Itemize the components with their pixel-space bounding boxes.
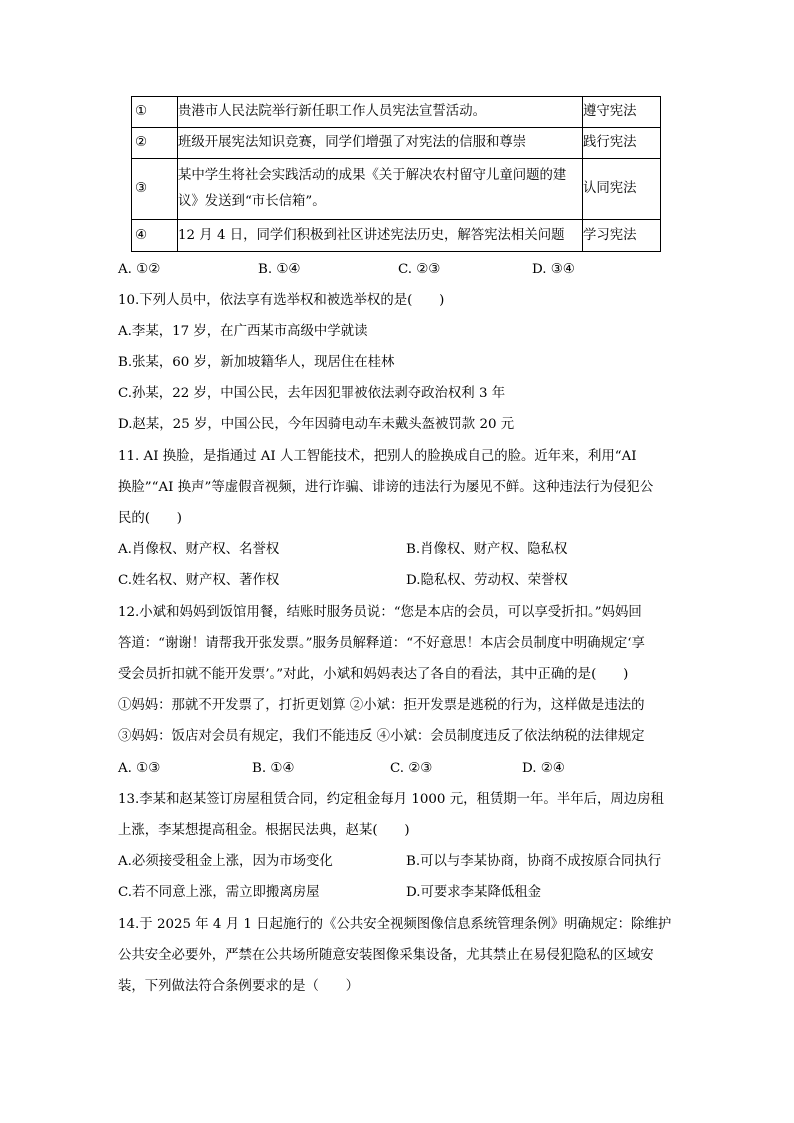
row-number: ① [132,97,178,128]
row-category: 认同宪法 [583,159,661,220]
question-11-stem-line: 民的( ) [118,511,183,526]
table-row [132,159,661,220]
row-number: ③ [132,159,178,220]
row-number: ② [132,128,178,159]
option-b[interactable]: B.肖像权、财产权、隐私权 [406,542,568,557]
table-row [132,97,661,128]
option-c[interactable]: C.孙某，22 岁，中国公民，去年因犯罪被依法剥夺政治权利 3 年 [118,386,506,401]
option-a[interactable]: A. ①③ [118,761,161,776]
option-c[interactable]: C. ②③ [398,262,441,277]
row-description: 贵港市人民法院举行新任职工作人员宪法宣誓活动。 [178,97,583,128]
question-13-stem-line: 上涨，李某想提高租金。根据民法典，赵某( ) [118,823,410,838]
option-b[interactable]: B. ①④ [258,262,301,277]
question-11-stem-line: 换脸”“AI 换声”等虚假音视频，进行诈骗、诽谤的违法行为屡见不鲜。这种违法行为侵犯公 [118,480,654,495]
option-a[interactable]: A.李某，17 岁，在广西某市高级中学就读 [118,324,368,339]
option-b[interactable]: B.张某，60 岁，新加坡籍华人，现居住在桂林 [118,355,395,370]
option-a[interactable]: A.肖像权、财产权、名誉权 [118,542,280,557]
table-row [132,128,661,159]
row-category: 践行宪法 [583,128,661,159]
option-a[interactable]: A.必须接受租金上涨，因为市场变化 [118,854,333,869]
question-14-stem-line: 装，下列做法符合条例要求的是（ ） [118,979,360,994]
option-d[interactable]: D.赵某，25 岁，中国公民，今年因骑电动车未戴头盔被罚款 20 元 [118,417,515,432]
option-a[interactable]: A. ①② [118,262,161,277]
row-description: 某中学生将社会实践活动的成果《关于解决农村留守儿童问题的建议》发送到“市长信箱”。 [178,159,583,220]
row-description: 12 月 4 日，同学们积极到社区讲述宪法历史，解答宪法相关问题 [178,220,583,252]
option-d[interactable]: D.可要求李某降低租金 [406,885,542,900]
option-c[interactable]: C. ②③ [390,761,433,776]
question-12-stem-line: 12.小斌和妈妈到饭馆用餐，结账时服务员说：“您是本店的会员，可以享受折扣。”妈妈回 [118,605,642,620]
row-category: 学习宪法 [583,220,661,252]
row-category: 遵守宪法 [583,97,661,128]
option-d[interactable]: D.隐私权、劳动权、荣誉权 [406,573,568,588]
option-b[interactable]: B. ①④ [252,761,295,776]
question-12-statement-line: ①妈妈：那就不开发票了，打折更划算 ②小斌：拒开发票是逃税的行为，这样做是违法的 [118,698,645,713]
question-12-stem-line: 答道：“谢谢！请帮我开张发票。”服务员解释道：“不好意思！本店会员制度中明确规定‘享 [118,636,645,651]
option-c[interactable]: C.若不同意上涨，需立即搬离房屋 [118,885,320,900]
question-14-stem-line: 公共安全必要外，严禁在公共场所随意安装图像采集设备，尤其禁止在易侵犯隐私的区域安 [118,948,654,963]
option-c[interactable]: C.姓名权、财产权、著作权 [118,573,280,588]
question-11-stem-line: 11. AI 换脸，是指通过 AI 人工智能技术，把别人的脸换成自己的脸。近年来，利用“AI [118,449,637,464]
question-9-table [131,96,661,252]
table-row [132,220,661,252]
row-number: ④ [132,220,178,252]
question-10-stem: 10.下列人员中，依法享有选举权和被选举权的是( ) [118,293,445,308]
option-d[interactable]: D. ③④ [532,262,575,277]
question-13-stem-line: 13.李某和赵某签订房屋租赁合同，约定租金每月 1000 元，租赁期一年。半年后，周边房租 [118,792,664,807]
option-d[interactable]: D. ②④ [522,761,565,776]
question-12-statement-line: ③妈妈：饭店对会员有规定，我们不能违反 ④小斌：会员制度违反了依法纳税的法律规定 [118,729,645,744]
option-b[interactable]: B.可以与李某协商，协商不成按原合同执行 [406,854,662,869]
row-description: 班级开展宪法知识竞赛，同学们增强了对宪法的信服和尊崇 [178,128,583,159]
question-12-stem-line: 受会员折扣就不能开发票’。”对此，小斌和妈妈表达了各自的看法，其中正确的是( ) [118,667,629,682]
question-14-stem-line: 14.于 2025 年 4 月 1 日起施行的《公共安全视频图像信息系统管理条例》明确规定：除维护 [118,917,672,932]
